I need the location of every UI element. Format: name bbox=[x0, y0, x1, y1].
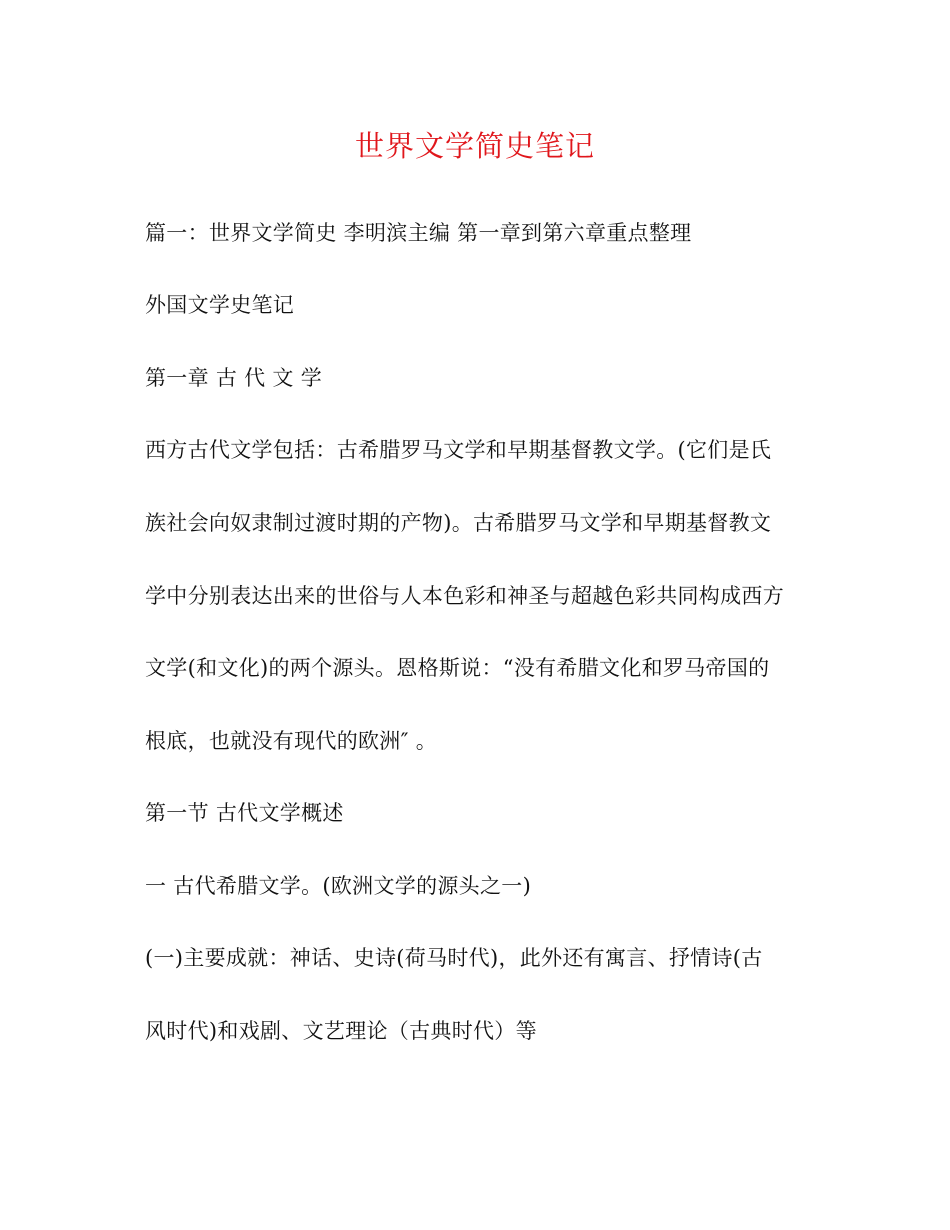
text-line-paragraph-2: 族社会向奴隶制过渡时期的产物)。古希腊罗马文学和早期基督教文 bbox=[145, 511, 772, 535]
text-line-achievements-1: (一)主要成就：神话、史诗(荷马时代)，此外还有寓言、抒情诗(古 bbox=[145, 946, 763, 970]
text-line-chapter-one: 第一章 古 代 文 学 bbox=[145, 366, 323, 390]
text-line-heading-part-one: 篇一：世界文学简史 李明滨主编 第一章到第六章重点整理 bbox=[145, 221, 692, 245]
text-line-achievements-2: 风时代)和戏剧、文艺理论（古典时代）等 bbox=[145, 1019, 537, 1043]
text-line-paragraph-1: 西方古代文学包括：古希腊罗马文学和早期基督教文学。(它们是氏 bbox=[145, 438, 772, 462]
text-line-subtitle: 外国文学史笔记 bbox=[145, 293, 295, 317]
text-line-paragraph-5: 根底，也就没有现代的欧洲″ 。 bbox=[145, 729, 438, 753]
text-line-greek-literature: 一 古代希腊文学。(欧洲文学的源头之一) bbox=[145, 874, 532, 898]
text-line-section-one: 第一节 古代文学概述 bbox=[145, 801, 344, 825]
document-title: 世界文学简史笔记 bbox=[354, 129, 595, 163]
text-line-paragraph-3: 学中分别表达出来的世俗与人本色彩和神圣与超越色彩共同构成西方 bbox=[145, 584, 784, 608]
text-line-paragraph-4: 文学(和文化)的两个源头。恩格斯说：“没有希腊文化和罗马帝国的 bbox=[145, 656, 770, 680]
